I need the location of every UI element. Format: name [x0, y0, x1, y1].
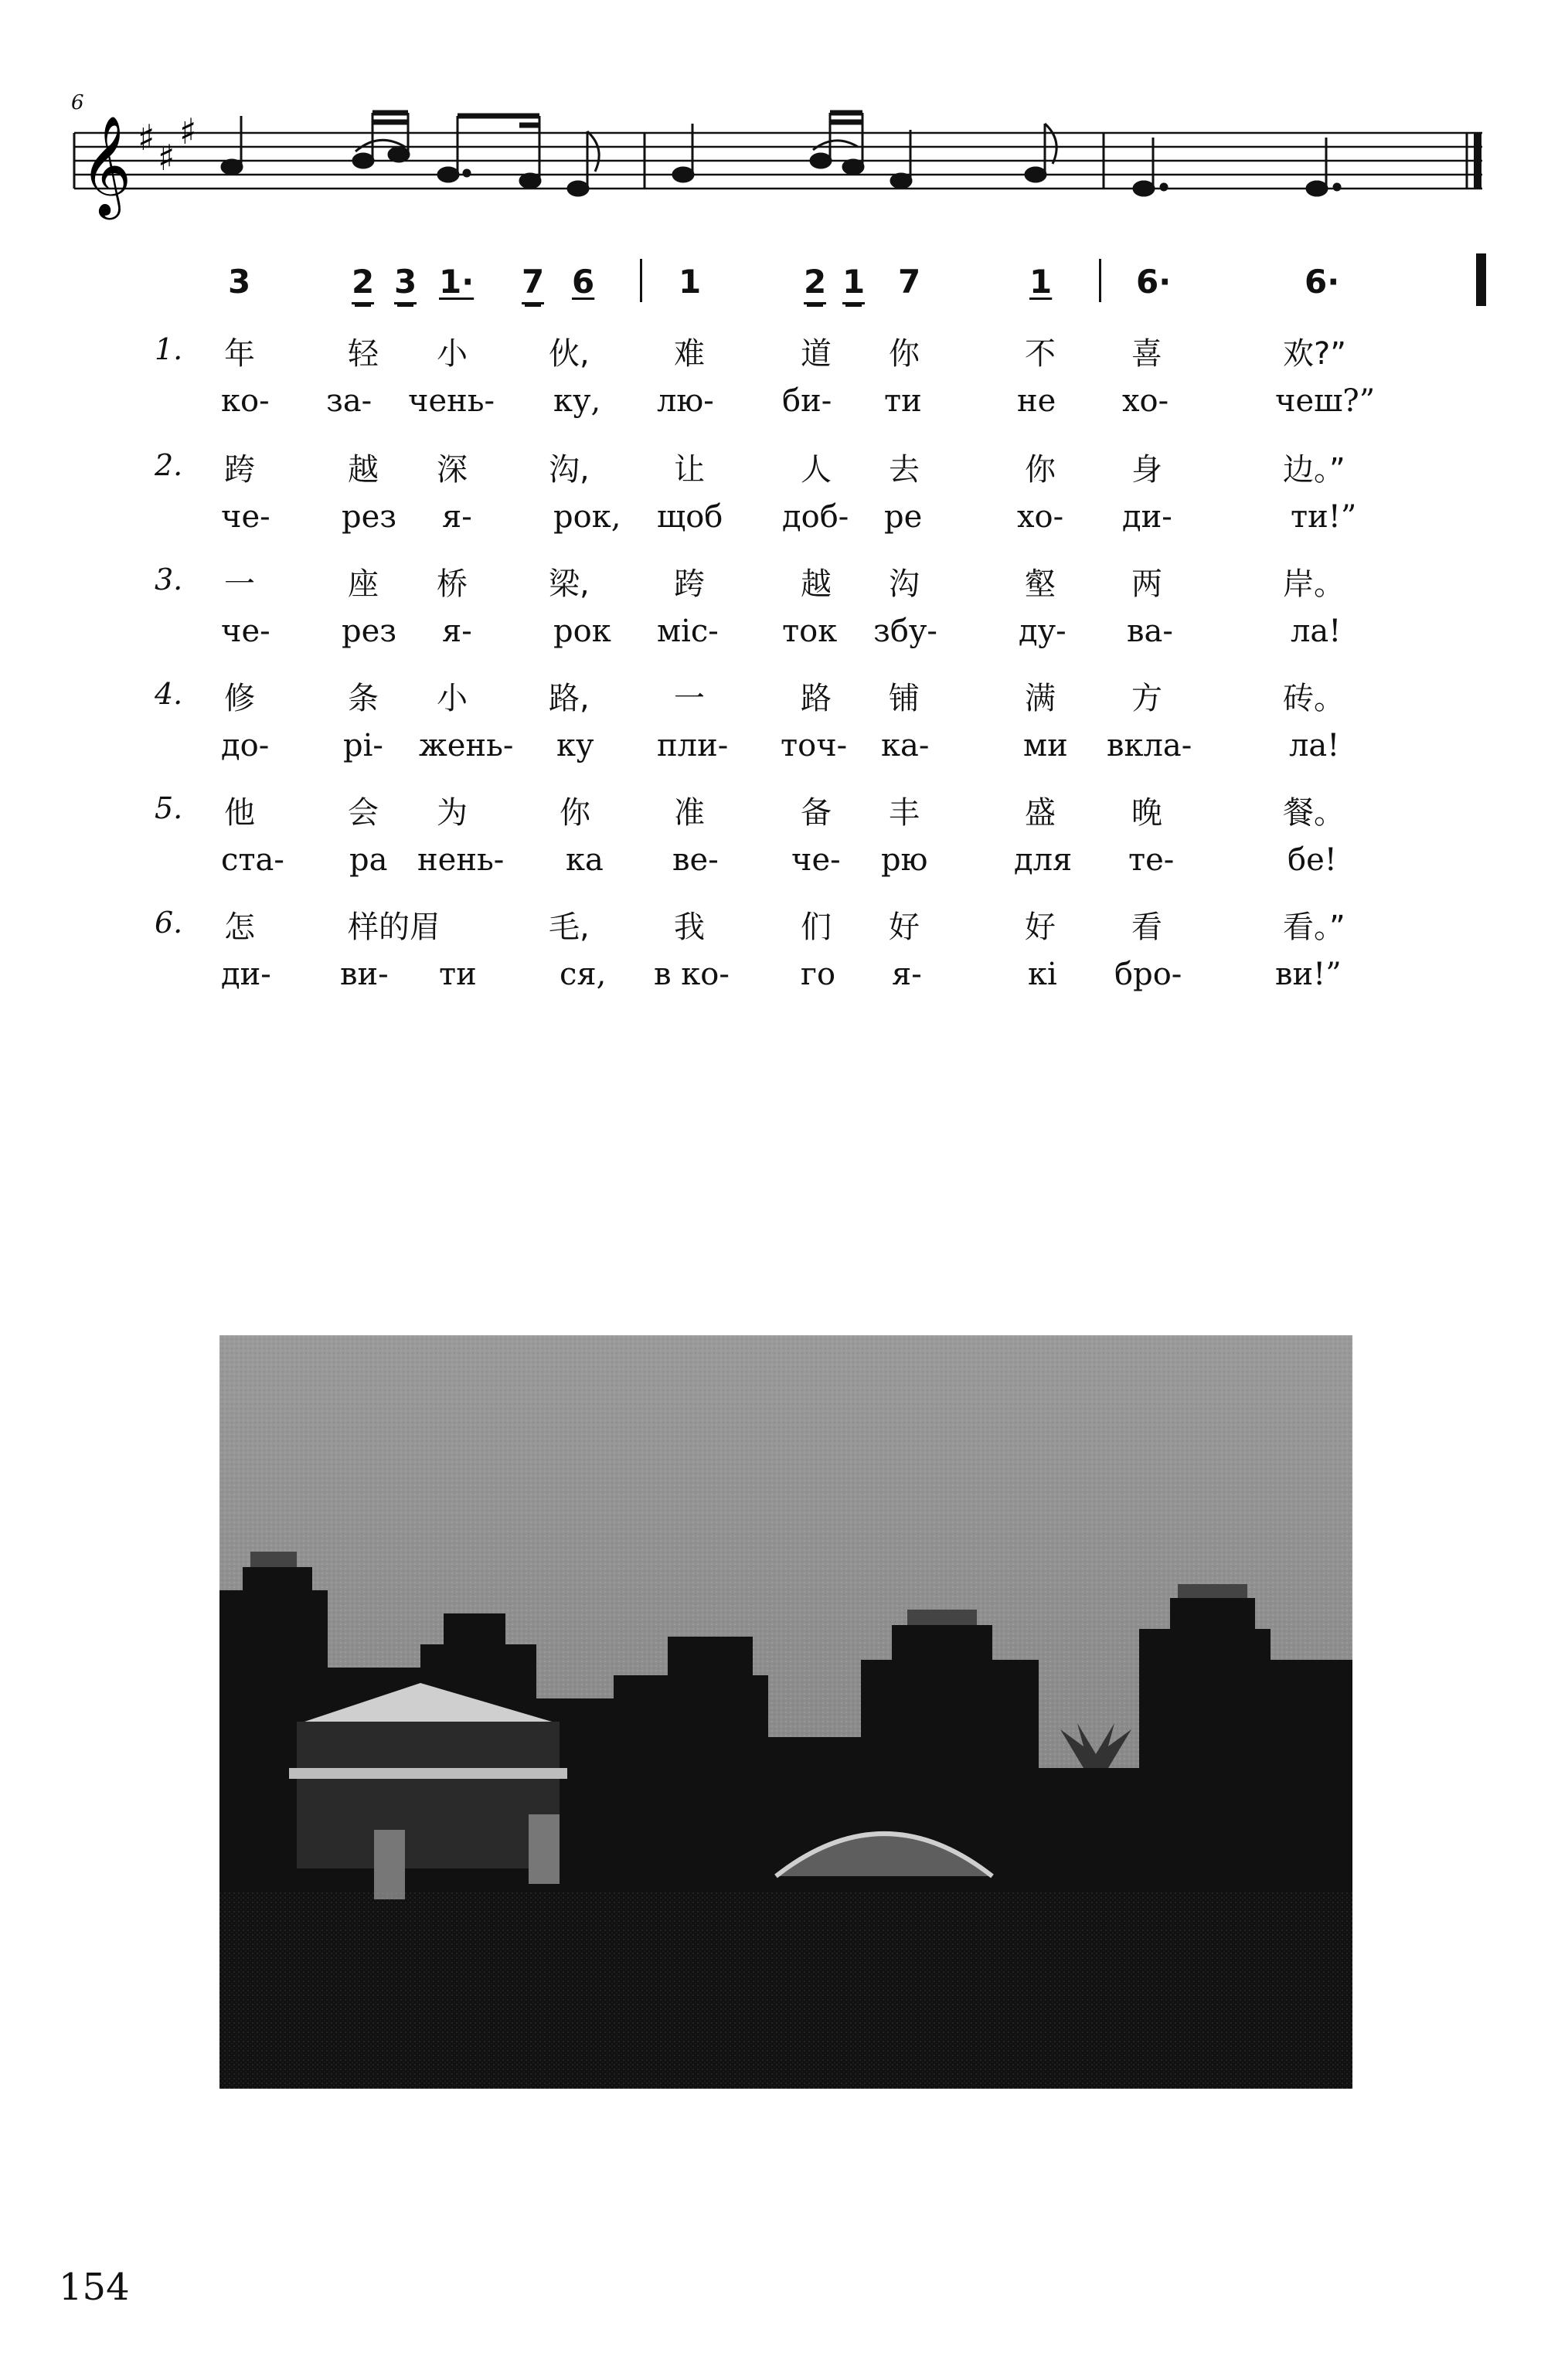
lyric-ru: ла!: [1289, 728, 1340, 763]
jianpu-note: 6·: [1136, 263, 1172, 301]
lyric-ru: ток: [782, 614, 838, 649]
lyric-ru: рок,: [553, 499, 621, 535]
lyric-ru: до-: [221, 728, 270, 763]
jianpu-note: 2: [352, 263, 374, 304]
lyric-cn: 越: [801, 566, 832, 602]
lyric-ru: ва-: [1127, 614, 1173, 649]
lyric-ru: ми: [1023, 728, 1068, 763]
lyric-cn: 怎: [224, 910, 255, 945]
lyric-ru: го: [801, 957, 836, 992]
lyric-cn: 座: [348, 566, 379, 602]
lyric-cn: 一: [674, 681, 705, 716]
skyline-image: [219, 1335, 1352, 2089]
lyric-cn: 我: [674, 910, 705, 945]
lyric-ru: вкла-: [1107, 728, 1192, 763]
lyric-cn: 让: [674, 452, 705, 488]
lyric-ru: ку,: [553, 383, 601, 419]
verse-number: 4.: [155, 677, 183, 711]
lyric-ru: точ-: [781, 728, 848, 763]
jianpu-note: 1·: [439, 263, 475, 301]
lyric-cn: 轻: [348, 336, 379, 372]
jianpu-note: 3: [394, 263, 417, 304]
lyric-ru: ка: [566, 842, 604, 878]
svg-text:♯: ♯: [179, 110, 197, 152]
lyric-ru: ку: [556, 728, 594, 763]
lyric-ru: доб-: [782, 499, 849, 535]
lyric-cn: 喜: [1131, 336, 1162, 372]
jianpu-note: 6·: [1305, 263, 1340, 301]
lyric-ru: ти!”: [1291, 499, 1357, 535]
lyric-cn: 道: [801, 336, 832, 372]
lyric-cn: 晚: [1131, 795, 1162, 831]
lyric-cn: 备: [801, 795, 832, 831]
lyric-cn: 好: [889, 910, 920, 945]
verse-number: 3.: [155, 563, 183, 597]
lyric-cn: 去: [889, 452, 920, 488]
lyric-ru: я-: [442, 614, 472, 649]
lyric-ru: те-: [1128, 842, 1175, 878]
lyric-cn: 你: [560, 795, 590, 831]
lyric-cn: 伙,: [549, 336, 590, 372]
lyric-cn: 越: [348, 452, 379, 488]
lyric-ru: ра: [349, 842, 388, 878]
city-skyline-photo: [219, 1335, 1352, 2089]
lyric-cn: 盛: [1025, 795, 1056, 831]
lyric-cn: 深: [437, 452, 468, 488]
jianpu-note: [572, 263, 594, 301]
verse-number: 6.: [155, 906, 183, 940]
lyric-cn: 一: [224, 566, 255, 602]
lyric-ru: ка-: [881, 728, 930, 763]
lyric-ru: ве-: [672, 842, 719, 878]
lyric-cn: 修: [224, 681, 255, 716]
lyric-ru: збу-: [873, 614, 937, 649]
lyric-ru: лю-: [657, 383, 714, 419]
jianpu-note: 3: [228, 263, 251, 301]
lyric-cn: 铺: [889, 681, 920, 716]
lyric-ru: ся,: [560, 957, 607, 992]
lyric-cn: 不: [1025, 336, 1056, 372]
lyric-ru: жень-: [419, 728, 514, 763]
lyric-ru: хо-: [1017, 499, 1064, 535]
music-staff: [0, 0, 1558, 247]
lyric-ru: нень-: [417, 842, 505, 878]
lyric-cn: 样的眉: [348, 910, 441, 945]
lyric-ru: че-: [221, 499, 270, 535]
lyric-cn: 满: [1025, 681, 1056, 716]
page-number: 154: [59, 2266, 130, 2309]
measure-number: 6: [71, 91, 84, 114]
jianpu-note: [394, 263, 417, 301]
lyric-cn: 跨: [674, 566, 705, 602]
lyric-ru: ла!: [1291, 614, 1342, 649]
jianpu-note: 1: [1029, 263, 1053, 301]
lyric-cn: 看。”: [1283, 910, 1345, 945]
jianpu-note: [439, 263, 474, 301]
verse-number: 1.: [155, 332, 183, 366]
svg-text:♯: ♯: [158, 137, 175, 178]
lyric-cn: 壑: [1025, 566, 1056, 602]
lyric-cn: 人: [801, 452, 832, 488]
jianpu-note: 7: [522, 263, 544, 304]
lyric-cn: 好: [1025, 910, 1056, 945]
lyric-cn: 沟: [889, 566, 920, 602]
lyric-ru: за-: [326, 383, 372, 419]
lyric-cn: 欢?”: [1283, 336, 1346, 372]
jianpu-note: 6: [572, 263, 595, 301]
jianpu-note: [522, 263, 544, 301]
lyric-cn: 路: [801, 681, 832, 716]
jianpu-note: [352, 263, 374, 301]
lyric-ru: я-: [892, 957, 922, 992]
lyric-cn: 会: [348, 795, 379, 831]
jianpu-note: [804, 263, 826, 301]
lyric-ru: ре: [884, 499, 923, 535]
lyric-cn: 岸。: [1283, 566, 1345, 602]
jianpu-note: 1: [842, 263, 865, 304]
lyric-cn: 身: [1131, 452, 1162, 488]
lyric-ru: ти: [884, 383, 922, 419]
lyric-ru: ди-: [1122, 499, 1172, 535]
lyric-ru: в ко-: [654, 957, 730, 992]
lyric-ru: ду-: [1019, 614, 1066, 649]
lyric-cn: 你: [1025, 452, 1056, 488]
lyric-cn: 跨: [224, 452, 255, 488]
jianpu-note: 7: [898, 263, 921, 301]
svg-text:♯: ♯: [138, 117, 155, 158]
lyric-cn: 丰: [889, 795, 920, 831]
lyric-cn: 餐。: [1283, 795, 1345, 831]
lyric-ru: чень-: [408, 383, 495, 419]
lyric-ru: не: [1017, 383, 1056, 419]
lyric-cn: 他: [224, 795, 255, 831]
lyric-ru: рю: [881, 842, 928, 878]
verse-number: 2.: [155, 448, 183, 482]
jianpu-barline: [1099, 259, 1101, 302]
jianpu-barline: [640, 259, 642, 302]
lyric-ru: че-: [221, 614, 270, 649]
key-signature-icon: [138, 110, 196, 178]
lyric-ru: пли-: [657, 728, 729, 763]
verse-number: 5.: [155, 791, 183, 825]
treble-clef-icon: 𝄞: [80, 115, 132, 216]
lyric-cn: 为: [437, 795, 468, 831]
lyric-ru: для: [1014, 842, 1073, 878]
lyric-cn: 条: [348, 681, 379, 716]
jianpu-note: [842, 263, 865, 301]
lyric-ru: ди-: [221, 957, 271, 992]
lyric-ru: ста-: [221, 842, 284, 878]
lyric-cn: 小: [437, 681, 468, 716]
lyric-ru: ви-: [340, 957, 389, 992]
lyric-cn: 小: [437, 336, 468, 372]
lyric-cn: 看: [1131, 910, 1162, 945]
lyric-ru: кі: [1028, 957, 1057, 992]
lyric-ru: щоб: [657, 499, 723, 535]
lyric-ru: рі-: [343, 728, 383, 763]
lyric-cn: 桥: [437, 566, 468, 602]
lyric-ru: чеш?”: [1275, 383, 1376, 419]
lyric-ru: бе!: [1288, 842, 1337, 878]
lyric-cn: 年: [224, 336, 255, 372]
jianpu-final-barline: [1476, 253, 1486, 306]
lyric-cn: 们: [801, 910, 832, 945]
lyric-cn: 毛,: [549, 910, 590, 945]
lyric-ru: ти: [439, 957, 477, 992]
lyric-cn: 两: [1131, 566, 1162, 602]
jianpu-note: 2: [804, 263, 826, 304]
jianpu-note: 1: [679, 263, 702, 301]
lyric-ru: ви!”: [1275, 957, 1342, 992]
lyric-ru: бро-: [1114, 957, 1182, 992]
lyric-ru: че-: [791, 842, 841, 878]
lyric-ru: рез: [342, 499, 397, 535]
lyric-cn: 梁,: [549, 566, 590, 602]
lyric-cn: 边。”: [1283, 452, 1345, 488]
lyric-cn: 你: [889, 336, 920, 372]
lyric-cn: 砖。: [1283, 681, 1345, 716]
lyric-ru: міс-: [657, 614, 719, 649]
lyric-ru: рок: [553, 614, 611, 649]
lyric-ru: би-: [782, 383, 832, 419]
lyric-cn: 难: [674, 336, 705, 372]
lyric-ru: ко-: [221, 383, 270, 419]
lyric-cn: 沟,: [549, 452, 590, 488]
lyric-cn: 路,: [549, 681, 590, 716]
lyric-ru: я-: [442, 499, 472, 535]
lyric-cn: 准: [674, 795, 705, 831]
lyric-cn: 方: [1131, 681, 1162, 716]
jianpu-note: [1029, 263, 1052, 301]
lyric-ru: хо-: [1122, 383, 1169, 419]
lyric-ru: рез: [342, 614, 397, 649]
